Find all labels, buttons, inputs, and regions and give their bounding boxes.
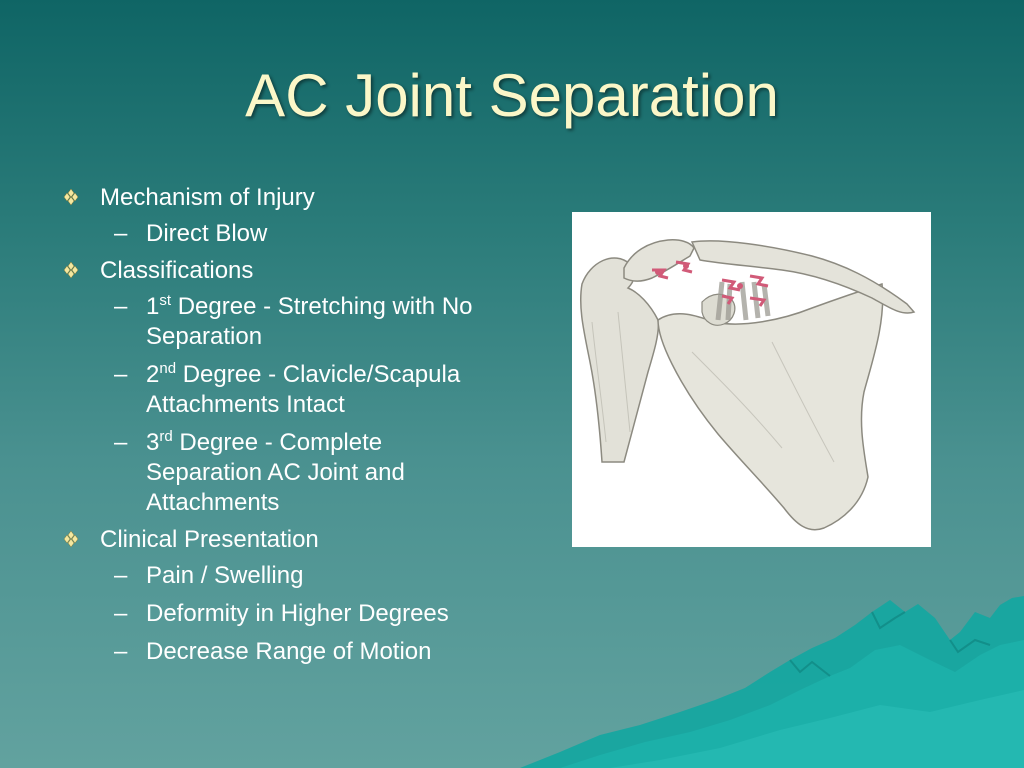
ordinal-suffix: rd bbox=[159, 428, 173, 445]
bullet-label: Classifications bbox=[100, 257, 254, 284]
sub-bullet-text-rest: Degree - Complete Separation AC Joint and Attachments bbox=[146, 429, 405, 516]
sub-bullet-text: 2 bbox=[146, 361, 160, 388]
sub-bullet-text: Direct Blow bbox=[146, 220, 268, 247]
bullet-item bbox=[62, 256, 502, 518]
sub-bullet-item bbox=[100, 428, 502, 518]
diamond-bullet-icon bbox=[62, 261, 80, 279]
dash-marker: – bbox=[114, 600, 128, 627]
sub-bullet-list bbox=[100, 219, 502, 249]
bullet-list bbox=[62, 183, 502, 667]
dash-marker: – bbox=[114, 562, 128, 589]
sub-bullet-text: 3 bbox=[146, 429, 160, 456]
dash-marker: – bbox=[114, 293, 128, 320]
slide-title: AC Joint Separation bbox=[245, 62, 779, 129]
sub-bullet-list bbox=[100, 561, 502, 667]
sub-bullet-item bbox=[100, 599, 502, 629]
sub-bullet-text-rest: Degree - Clavicle/Scapula Attachments Intact bbox=[146, 361, 461, 418]
dash-marker: – bbox=[114, 638, 128, 665]
sub-bullet-text-rest: Degree - Stretching with No Separation bbox=[146, 293, 473, 350]
diamond-bullet-icon bbox=[62, 188, 80, 206]
dash-marker: – bbox=[114, 220, 128, 247]
bullet-item bbox=[62, 525, 502, 667]
dash-marker: – bbox=[114, 361, 128, 388]
ordinal-suffix: st bbox=[159, 292, 172, 309]
sub-bullet-text: 1 bbox=[146, 293, 160, 320]
sub-bullet-text: Deformity in Higher Degrees bbox=[146, 600, 449, 627]
sub-bullet-item bbox=[100, 292, 502, 352]
ordinal-suffix: nd bbox=[159, 360, 177, 377]
sub-bullet-item bbox=[100, 637, 502, 667]
bullet-label: Clinical Presentation bbox=[100, 526, 319, 553]
sub-bullet-item bbox=[100, 360, 502, 420]
sub-bullet-text: Pain / Swelling bbox=[146, 562, 304, 589]
sub-bullet-text: Decrease Range of Motion bbox=[146, 638, 432, 665]
dash-marker: – bbox=[114, 429, 128, 456]
bullet-item bbox=[62, 183, 502, 249]
diamond-bullet-icon bbox=[62, 530, 80, 548]
shoulder-illustration bbox=[572, 212, 931, 547]
sub-bullet-item bbox=[100, 561, 502, 591]
bullet-label: Mechanism of Injury bbox=[100, 184, 315, 211]
sub-bullet-item bbox=[100, 219, 502, 249]
sub-bullet-list bbox=[100, 292, 502, 518]
shoulder-anatomy-image bbox=[572, 212, 931, 547]
